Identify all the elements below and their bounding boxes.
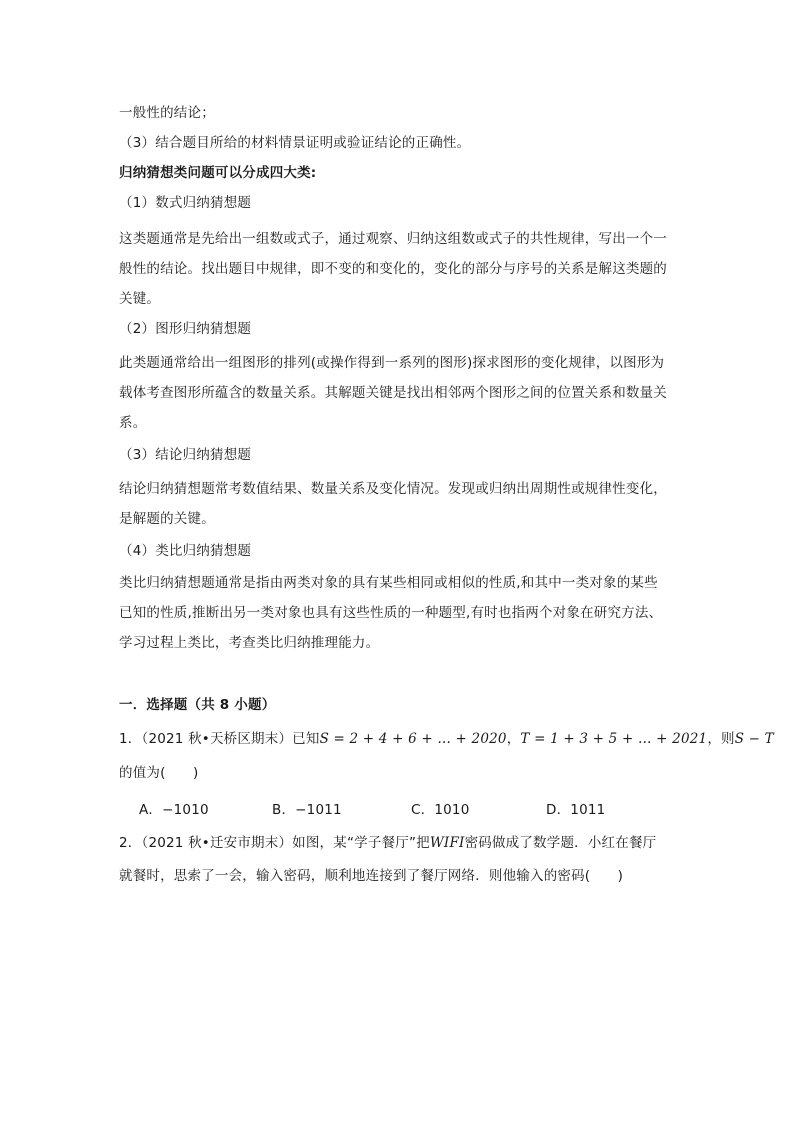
category-4-line-3: 学习过程上类比，考查类比归纳推理能力。 — [119, 635, 380, 651]
formula-t: T = 1 + 3 + 5 + … + 2021 — [520, 731, 708, 747]
question-2-part-a: 2．（2021 秋•迁安市期末）如图，某“学子餐厅”把 — [119, 835, 430, 851]
formula-s: S = 2 + 4 + 6 + … + 2020 — [319, 731, 507, 747]
category-1-line-2: 般性的结论。找出题目中规律，即不变的和变化的，变化的部分与序号的关系是解这类题的 — [119, 261, 667, 277]
formula-s-minus-t: S − T — [734, 731, 774, 747]
category-4-title: （4）类比归纳猜想题 — [119, 543, 252, 559]
question-1-prefix: 1．（2021 秋•天桥区期末）已知 — [119, 731, 320, 747]
question-2-line-2: 就餐时，思索了一会，输入密码，顺利地连接到了餐厅网络．则他输入的密码( ) — [119, 868, 624, 884]
question-2-line-1 — [119, 833, 656, 853]
list-item-3: （3）结合题目所给的材料情景证明或验证结论的正确性。 — [119, 135, 471, 151]
question-1-separator: ， — [506, 731, 521, 747]
category-2-title: （2）图形归纳猜想题 — [119, 321, 252, 337]
question-1-mid: ，则 — [707, 731, 735, 747]
category-3-line-1: 结论归纳猜想题常考数值结果、数量关系及变化情况。发现或归纳出周期性或规律性变化， — [119, 481, 667, 497]
category-4-line-1: 类比归纳猜想题通常是指由两类对象的具有某些相同或相似的性质,和其中一类对象的某些 — [119, 575, 658, 591]
category-4-line-2: 已知的性质,推断出另一类对象也具有这些性质的一种题型,有时也指两个对象在研究方法、 — [119, 605, 663, 621]
question-1-line-1 — [119, 729, 774, 749]
question-1-options — [0, 800, 794, 820]
section-heading: 归纳猜想类问题可以分成四大类: — [119, 165, 317, 181]
option-b[interactable]: B．−1011 — [272, 802, 342, 818]
option-c[interactable]: C．1010 — [411, 802, 470, 818]
option-d[interactable]: D．1011 — [546, 802, 606, 818]
question-2-part-b: 密码做成了数学题．小红在餐厅 — [464, 835, 657, 851]
category-3-title: （3）结论归纳猜想题 — [119, 447, 252, 463]
category-1-line-1: 这类题通常是先给出一组数或式子，通过观察、归纳这组数或式子的共性规律，写出一个一 — [119, 231, 667, 247]
wifi-term: WIFI — [429, 835, 465, 851]
category-2-line-3: 系。 — [119, 415, 147, 431]
question-section-title: 一．选择题（共 8 小题） — [119, 697, 276, 713]
category-1-line-3: 关键。 — [119, 291, 161, 307]
paragraph-line: 一般性的结论； — [119, 105, 215, 121]
category-1-title: （1）数式归纳猜想题 — [119, 195, 252, 211]
question-1-line-2: 的值为( ) — [119, 765, 199, 781]
category-3-line-2: 是解题的关键。 — [119, 511, 215, 527]
category-2-line-1: 此类题通常给出一组图形的排列(或操作得到一系列的图形)探求图形的变化规律，以图形为 — [119, 355, 665, 371]
category-2-line-2: 载体考查图形所蕴含的数量关系。其解题关键是找出相邻两个图形之间的位置关系和数量关 — [119, 385, 667, 401]
option-a[interactable]: A．−1010 — [139, 802, 209, 818]
